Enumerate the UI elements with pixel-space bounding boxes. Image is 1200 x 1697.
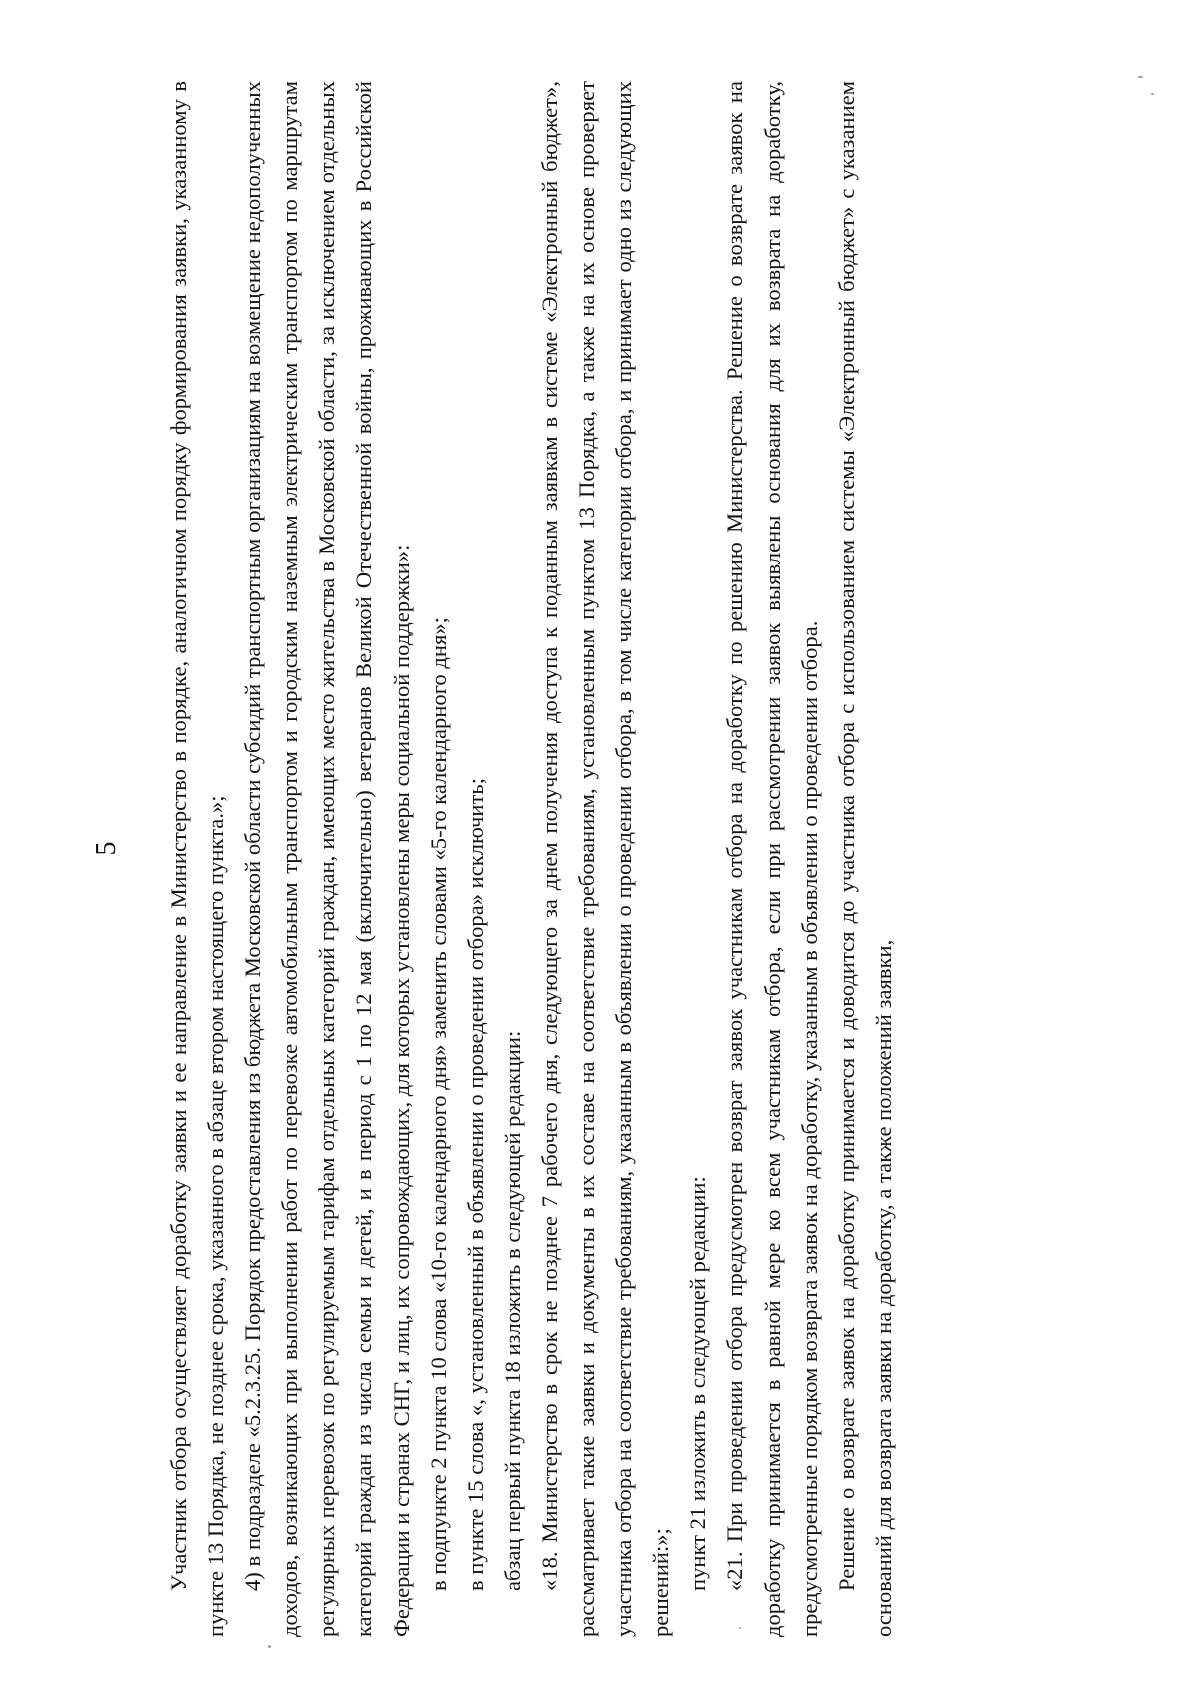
scan-speck — [739, 1627, 741, 1629]
paragraph: Решение о возврате заявок на доработку принимается и доводится до участника отбора с использованием системы «Электронный бюджет» с указанием оснований для возврата заявки на доработку, а также положений заявки, — [833, 81, 896, 1637]
paragraph: «21. При проведении отбора предусмотрен возврат заявок участникам отбора на доработку по решению Министерства. Решение о возврате заявок на доработку принимается в равной мере ко всем участникам отбора, если при рассмотрении заявок выявлены основания для их возврата на доработку, предусмотренные порядком возврата заявок на доработку, указанным в объявлении о проведении отбора. — [722, 81, 822, 1637]
paragraph: «18. Министерство в срок не позднее 7 рабочего дня, следующего за днем получения доступа к поданным заявкам в системе «Электронный бюджет», рассматривает такие заявки и документы в их составе на соответствие требованиям, установленным пунктом 13 Порядка, а также на их основе проверяет участника отбора на соответствие требованиям, указанным в объявлении о проведении отбора, в том числе категории отбора, и принимает одно из следующих решений:»; — [536, 81, 674, 1637]
scan-speck — [1138, 76, 1143, 78]
paragraph: в подпункте 2 пункта 10 слова «10-го календарного дня» заменить словами «5-го календарного дня»; — [425, 617, 451, 1591]
paragraph: пункт 21 изложить в следующей редакции: — [685, 1176, 711, 1591]
scan-speck — [268, 1645, 271, 1648]
paragraph: в пункте 15 слова «, установленный в объявлении о проведении отбора» исключить; — [462, 778, 488, 1591]
paragraph: абзац первый пункта 18 изложить в следующей редакции: — [499, 1030, 525, 1591]
page-number: 5 — [91, 841, 122, 856]
paragraph: Участник отбора осуществляет доработку заявки и ее направление в Министерство в порядке, аналогичном порядку формирования заявки, указанному в пункте 13 Порядка, не позднее срока, указанного в абзаце втором настоящего пункта.»; — [166, 81, 229, 1637]
document-body — [160, 81, 902, 1637]
scan-speck — [1151, 93, 1154, 95]
paragraph: 4) в подразделе «5.2.3.25. Порядок предоставления из бюджета Московской области субсидий транспортным организациям на возмещение недополученных доходов, возникающих при выполнении работ по перевозке автомобильным транспортом и городским наземным электрическим транспортом по маршрутам регулярных перевозок по регулируемым тарифам отдельных категорий граждан, имеющих место жительства в Московской области, за исключением отдельных категорий граждан из числа семьи и детей, и в период с 1 по 12 мая (включительно) ветеранов Великой Отечественной войны, проживающих в Российской Федерации и странах СНГ, и лиц, их сопровождающих, для которых установлены меры социальной поддержки»: — [240, 81, 414, 1637]
